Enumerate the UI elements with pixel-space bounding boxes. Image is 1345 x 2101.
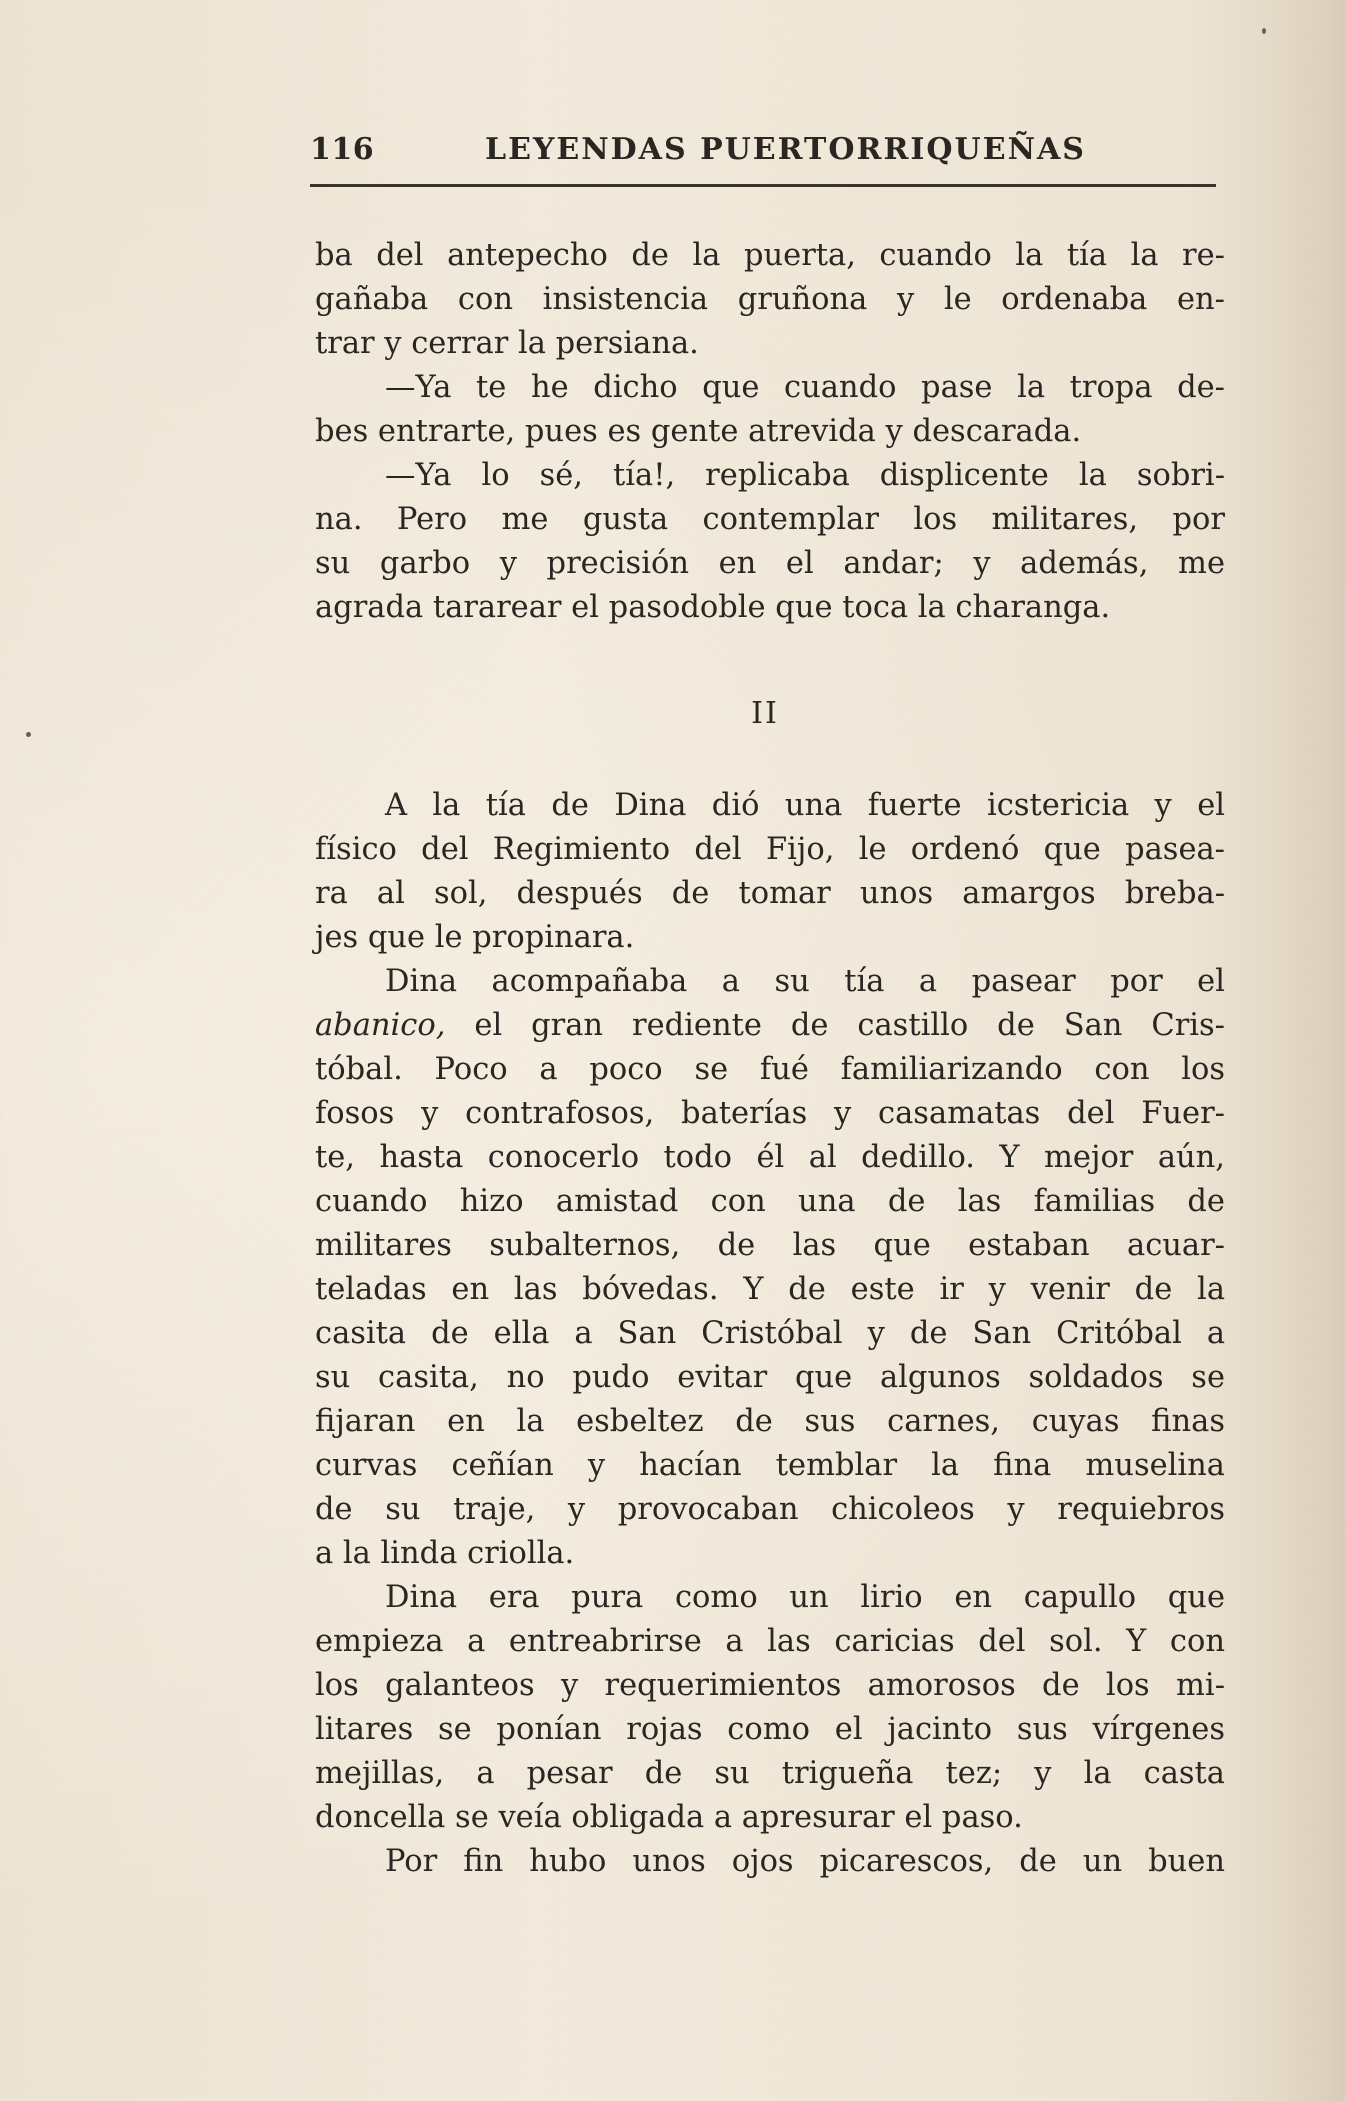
section-number: II bbox=[751, 696, 779, 731]
text-line: gañaba con insistencia gruñona y le ordenaba en- bbox=[315, 282, 1225, 317]
text-line: litares se ponían rojas como el jacinto sus vírgenes bbox=[315, 1712, 1225, 1747]
text-line: agrada tararear el pasodoble que toca la charanga. bbox=[315, 590, 1111, 625]
text-line: —Ya lo sé, tía!, replicaba displicente la sobri- bbox=[385, 458, 1225, 493]
text-line: teladas en las bóvedas. Y de este ir y venir de la bbox=[315, 1272, 1225, 1307]
text-line: —Ya te he dicho que cuando pase la tropa de- bbox=[385, 370, 1225, 405]
text-line: te, hasta conocerlo todo él al dedillo. Y mejor aún, bbox=[315, 1140, 1225, 1175]
text-line: mejillas, a pesar de su trigueña tez; y la casta bbox=[315, 1756, 1225, 1791]
text-block-1 bbox=[315, 234, 1225, 630]
text-line-rest: el gran rediente de castillo de San Cris- bbox=[474, 1008, 1225, 1043]
text-line: bes entrarte, pues es gente atrevida y descarada. bbox=[315, 414, 1082, 449]
header-rule bbox=[310, 184, 1216, 187]
text-line: empieza a entreabrirse a las caricias del sol. Y con bbox=[315, 1624, 1225, 1659]
text-line: casita de ella a San Cristóbal y de San Critóbal a bbox=[315, 1316, 1225, 1351]
italic-word: abanico, bbox=[315, 1008, 446, 1043]
text-line-italic-lead bbox=[315, 1004, 1225, 1048]
text-line: Dina acompañaba a su tía a pasear por el bbox=[385, 964, 1225, 999]
text-line: curvas ceñían y hacían temblar la fina muselina bbox=[315, 1448, 1225, 1483]
text-line: a la linda criolla. bbox=[315, 1536, 575, 1571]
text-line: fijaran en la esbeltez de sus carnes, cuyas finas bbox=[315, 1404, 1225, 1439]
text-line: su garbo y precisión en el andar; y además, me bbox=[315, 546, 1225, 581]
page-number: 116 bbox=[310, 132, 375, 167]
book-title: LEYENDAS PUERTORRIQUEÑAS bbox=[485, 132, 1086, 167]
text-line: su casita, no pudo evitar que algunos soldados se bbox=[315, 1360, 1225, 1395]
paper-speck bbox=[1262, 28, 1266, 34]
text-line: cuando hizo amistad con una de las familias de bbox=[315, 1184, 1225, 1219]
text-line: Por fin hubo unos ojos picarescos, de un buen bbox=[385, 1844, 1225, 1879]
running-head bbox=[310, 132, 1216, 180]
text-line: los galanteos y requerimientos amorosos de los mi- bbox=[315, 1668, 1225, 1703]
text-line: Dina era pura como un lirio en capullo que bbox=[385, 1580, 1225, 1615]
text-line: doncella se veía obligada a apresurar el paso. bbox=[315, 1800, 1023, 1835]
text-line: físico del Regimiento del Fijo, le ordenó que pasea- bbox=[315, 832, 1225, 867]
text-line: militares subalternos, de las que estaban acuar- bbox=[315, 1228, 1225, 1263]
text-line: ra al sol, después de tomar unos amargos breba- bbox=[315, 876, 1225, 911]
text-line: A la tía de Dina dió una fuerte icstericia y el bbox=[385, 788, 1225, 823]
text-line: ba del antepecho de la puerta, cuando la tía la re- bbox=[315, 238, 1225, 273]
text-line: fosos y contrafosos, baterías y casamatas del Fuer- bbox=[315, 1096, 1225, 1131]
text-line: trar y cerrar la persiana. bbox=[315, 326, 699, 361]
text-line: tóbal. Poco a poco se fué familiarizando con los bbox=[315, 1052, 1225, 1087]
text-line: de su traje, y provocaban chicoleos y requiebros bbox=[315, 1492, 1225, 1527]
text-block-2 bbox=[315, 784, 1225, 1884]
text-line: na. Pero me gusta contemplar los militares, por bbox=[315, 502, 1225, 537]
text-line: jes que le propinara. bbox=[315, 920, 635, 955]
paper-speck bbox=[26, 732, 31, 737]
